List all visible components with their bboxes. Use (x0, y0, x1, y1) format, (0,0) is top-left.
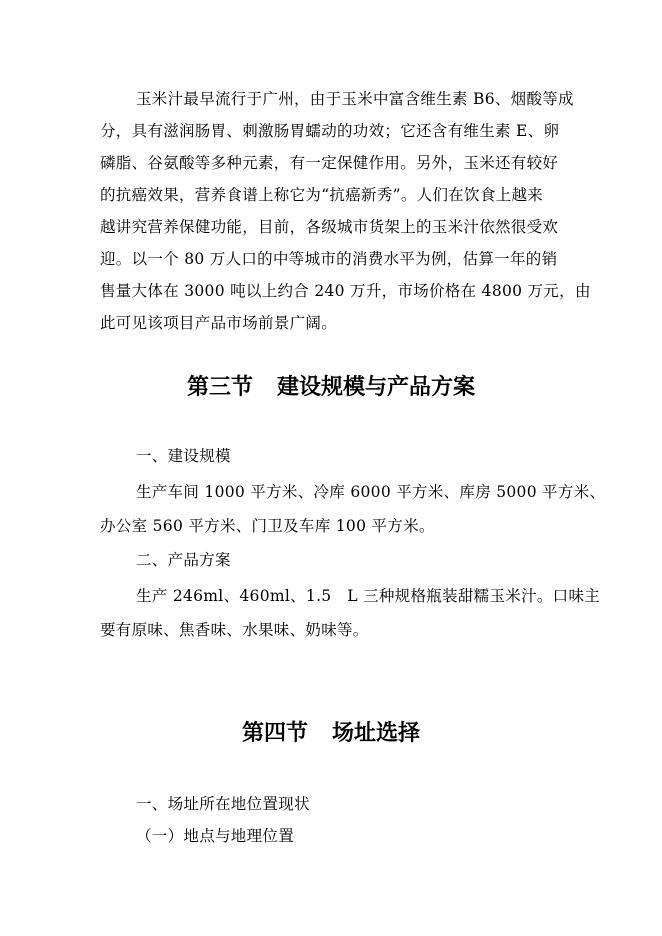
section-4-heading (0, 716, 662, 747)
section-3-sub-1: 一、建设规模 (136, 447, 231, 465)
intro-line-8: 此可见该项目产品市场前景广阔。 (100, 314, 338, 332)
section-3-heading (0, 370, 662, 401)
section-3-sub-1-line-2: 办公室 560 平方米、门卫及车库 100 平方米。 (100, 517, 435, 535)
section-3-sub-2-line-2: 要有原味、焦香味、水果味、奶味等。 (100, 621, 369, 639)
section-3-sub-2: 二、产品方案 (136, 551, 231, 569)
intro-line-1: 玉米汁最早流行于广州，由于玉米中富含维生素 B6、烟酸等成 (136, 90, 574, 108)
section-3-sub-1-line-1: 生产车间 1000 平方米、冷库 6000 平方米、库房 5000 平方米、 (136, 483, 606, 501)
section-3-title: 建设规模与产品方案 (277, 375, 476, 400)
intro-line-7: 售量大体在 3000 吨以上约合 240 万升，市场价格在 4800 万元，由 (100, 282, 591, 300)
section-3-number: 第三节 (186, 375, 253, 400)
intro-line-6: 迎。以一个 80 万人口的中等城市的消费水平为例，估算一年的销 (100, 250, 558, 268)
section-3-sub-2-line-1: 生产 246ml、460ml、1.5 L 三种规格瓶装甜糯玉米汁。口味主 (136, 587, 601, 605)
intro-line-5: 越讲究营养保健功能，目前，各级城市货架上的玉米汁依然很受欢 (100, 218, 559, 236)
section-4-title: 场址选择 (332, 721, 421, 746)
section-4-sub-1: 一、场址所在地位置现状 (136, 795, 310, 813)
intro-line-4: 的抗癌效果，营养食谱上称它为“抗癌新秀”。人们在饮食上越来 (100, 186, 544, 204)
section-4-sub-1-1: （一）地点与地理位置 (136, 827, 295, 845)
section-4-number: 第四节 (241, 721, 308, 746)
intro-line-2: 分，具有滋润肠胃、刺激肠胃蠕动的功效；它还含有维生素 E、卵 (100, 122, 560, 140)
intro-line-3: 磷脂、谷氨酸等多种元素，有一定保健作用。另外，玉米还有较好 (100, 154, 559, 172)
